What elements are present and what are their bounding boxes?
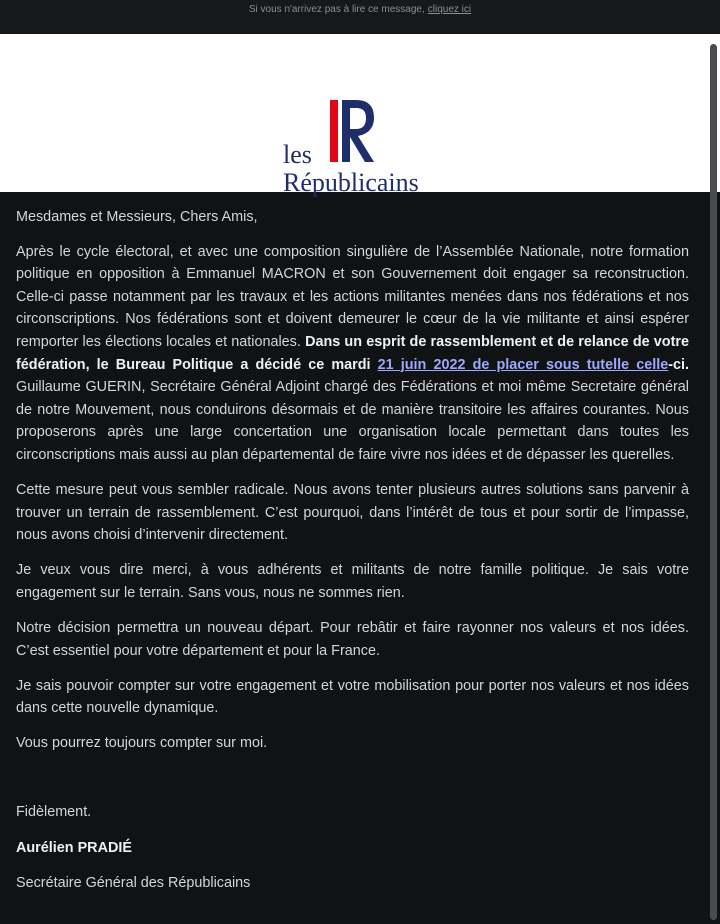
email-body xyxy=(0,192,720,894)
closing: Fidèlement. xyxy=(16,804,92,821)
paragraph-3: Je veux vous dire merci, à vous adhérents et militants de notre famille politique. Je sais votre engagement sur le terrain. Sans vous, nous ne sommes rien. xyxy=(16,562,689,601)
lr-logo-mark-icon xyxy=(328,98,378,164)
signature-name: Aurélien PRADIÉ xyxy=(16,839,132,856)
paragraph-1-intro: Après le cycle électoral, et avec une composition singulière de l’Assemblée Nationale, notre formation politique en opposition à Emmanuel MACRON et son Gouvernement doit engager sa reconstruction. Celle-ci passe notamment par les travaux et les actions militantes menées dans nos fédérations et nos circonscriptions. Nos fédérations sont et doivent demeurer le cœur de la vie militante et ainsi espérer remporter les élections locales et nationales. xyxy=(16,243,689,350)
paragraph-1-bold-end: -ci. xyxy=(668,356,690,373)
view-online-notice: Si vous n'arrivez pas à lire ce message, xyxy=(248,4,425,15)
paragraph-1 xyxy=(16,241,689,467)
paragraph-2: Cette mesure peut vous sembler radicale. Nous avons tenter plusieurs autres solutions sans parvenir à trouver un terrain de rassemblement. C’est pourquoi, dans l’intérêt de tous et pour sortir de l’impasse, nous avons choisi d’intervenir directement. xyxy=(16,482,689,544)
logo-text-les: les xyxy=(283,140,312,169)
greeting: Mesdames et Messieurs, Chers Amis, xyxy=(16,209,258,225)
spacer xyxy=(16,767,689,801)
paragraph-1-rest: Guillaume GUERIN, Secrétaire Général Adjoint chargé des Fédérations et moi même Secretaire général de notre Mouvement, nous conduirons désormais et de manière transitoire les affaires courantes. Nous proposerons après une large concertation une organisation locale permettant dans toutes les circonscriptions mais aussi au plan départemental de faire vivre nos idées et de dépasser les querelles. xyxy=(16,379,689,463)
paragraph-4: Notre décision permettra un nouveau départ. Pour rebâtir et faire rayonner nos valeurs et nos idées. C’est essentiel pour votre département et pour la France. xyxy=(16,620,689,659)
date-link[interactable]: 21 juin 2022 de placer sous tutelle celle xyxy=(377,356,669,373)
paragraph-5: Je sais pouvoir compter sur votre engagement et votre mobilisation pour porter nos valeurs et nos idées dans cette nouvelle dynamique. xyxy=(16,677,689,717)
view-online-bar xyxy=(0,0,720,34)
paragraph-6: Vous pourrez toujours compter sur moi. xyxy=(16,735,268,752)
paragraph-1-bold: Dans un esprit de rassemblement et de relance de votre fédération, le Bureau Politique a décidé ce mardi xyxy=(16,333,689,373)
logo-text-republicains: Républicains xyxy=(283,168,419,197)
view-online-link[interactable]: cliquez ici xyxy=(427,4,472,15)
les-republicains-logo xyxy=(283,98,433,198)
email-header xyxy=(0,34,720,197)
signature-title: Secrétaire Général des Républicains xyxy=(16,874,251,891)
scrollbar[interactable] xyxy=(710,44,717,920)
